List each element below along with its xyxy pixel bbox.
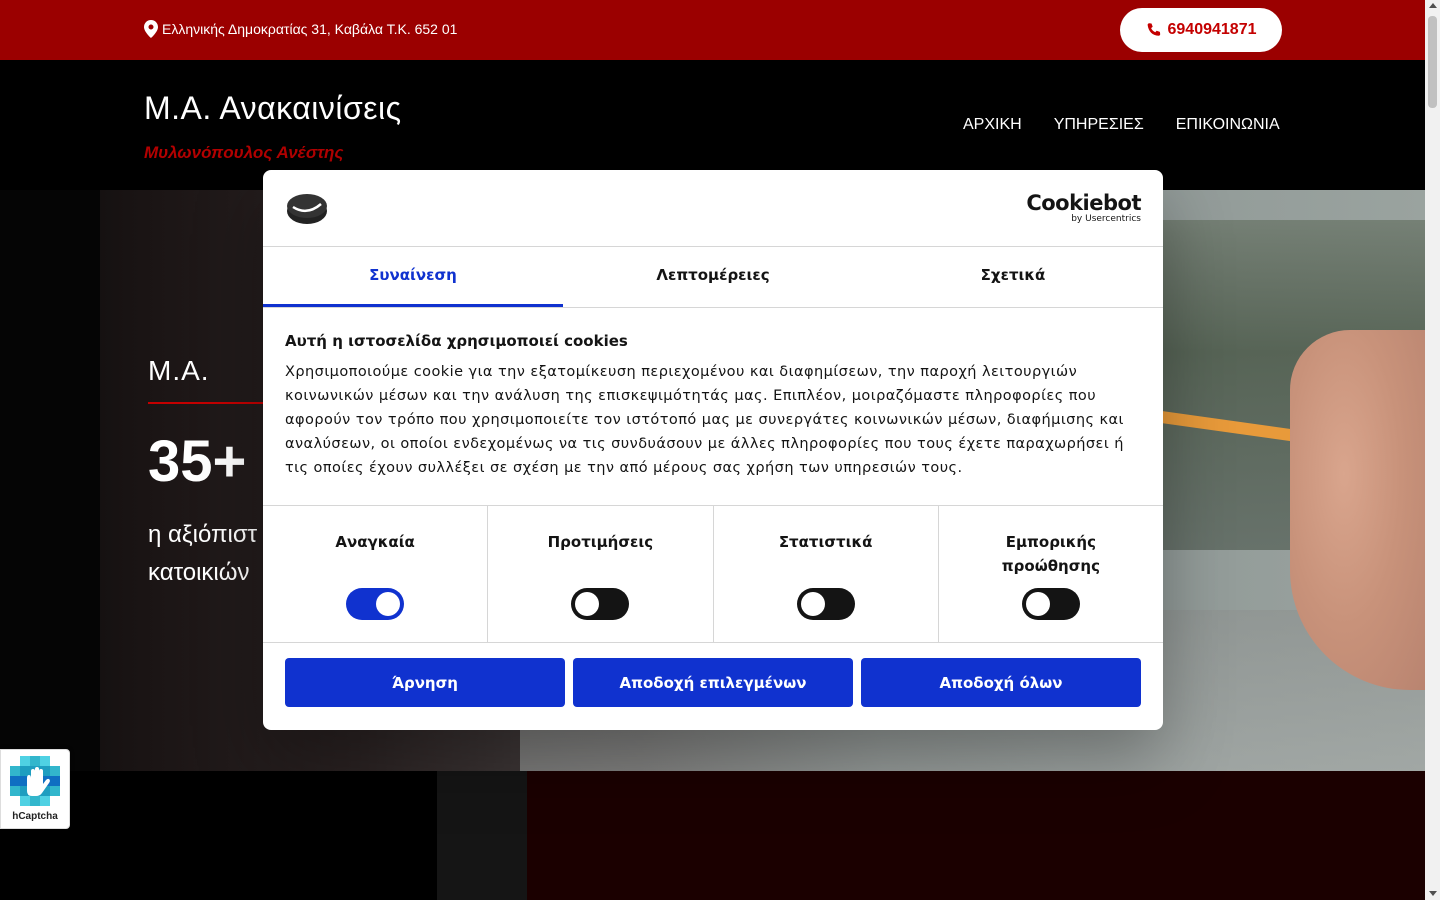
consent-title: Αυτή η ιστοσελίδα χρησιμοποιεί cookies [285, 332, 628, 350]
hand-image [1290, 330, 1425, 690]
phone-number: 6940941871 [1167, 21, 1257, 38]
category-preferences [488, 506, 713, 642]
accept-all-button[interactable]: Αποδοχή όλων [861, 658, 1141, 707]
consent-content [285, 332, 1141, 480]
cookie-consent-dialog [263, 170, 1163, 730]
consent-categories [263, 505, 1163, 643]
cookiebot-by: by Usercentrics [1071, 214, 1141, 224]
dialog-tabs [263, 247, 1163, 308]
tab-about[interactable]: Σχετικά [980, 266, 1046, 284]
nav-item-home[interactable]: ΑΡΧΙΚΗ [963, 116, 1022, 133]
next-section-panel [437, 771, 527, 900]
toggle-knob [1026, 592, 1050, 616]
tab-consent[interactable]: Συναίνεση [263, 247, 563, 307]
dialog-header [263, 170, 1163, 247]
site-logo-icon [285, 192, 329, 226]
necessary-toggle[interactable] [346, 588, 404, 620]
next-section-red-panel [527, 771, 1425, 900]
hcaptcha-badge[interactable] [0, 749, 70, 829]
phone-icon [1146, 22, 1162, 38]
nav-item-contact[interactable]: ΕΠΙΚΟΙΝΩΝΙΑ [1175, 116, 1280, 133]
toggle-knob [575, 592, 599, 616]
nav-item-services[interactable]: ΥΠΗΡΕΣΙΕΣ [1053, 116, 1144, 133]
scroll-down-icon[interactable] [1429, 891, 1437, 896]
scrollbar-thumb[interactable] [1428, 16, 1437, 108]
category-label: Προτιμήσεις [547, 533, 654, 551]
cookiebot-name: Cookiebot [1026, 191, 1141, 215]
page-scrollbar[interactable] [1425, 0, 1440, 900]
preferences-toggle[interactable] [571, 588, 629, 620]
hero-subtitle [148, 516, 268, 592]
toggle-knob [376, 592, 400, 616]
main-nav [963, 116, 1280, 134]
phone-button[interactable] [1120, 8, 1282, 52]
statistics-toggle[interactable] [797, 588, 855, 620]
location-pin-icon [144, 20, 158, 38]
hero-subtitle-line-2: κατοικιών [148, 559, 250, 586]
hero-divider [148, 402, 268, 404]
address-text: Ελληνικής Δημοκρατίας 31, Καβάλα Τ.Κ. 652 01 [162, 21, 458, 37]
category-statistics [714, 506, 939, 642]
category-label: Εμπορικής προώθησης [1001, 533, 1100, 575]
site-tagline: Μυλωνόπουλος Ανέστης [144, 143, 344, 162]
next-section [0, 771, 1425, 900]
hcaptcha-logo-icon [10, 756, 60, 806]
category-label: Στατιστικά [778, 533, 873, 551]
hero-headline: 35+ [148, 429, 247, 494]
site-brand[interactable]: Μ.Α. Ανακαινίσεις [144, 90, 402, 126]
address [144, 20, 457, 38]
deny-button[interactable]: Άρνηση [285, 658, 565, 707]
cookiebot-logo[interactable] [1026, 192, 1141, 224]
hero-eyebrow: Μ.Α. [148, 355, 210, 386]
category-necessary [263, 506, 488, 642]
toggle-knob [801, 592, 825, 616]
accept-selected-button[interactable]: Αποδοχή επιλεγμένων [573, 658, 853, 707]
marketing-toggle[interactable] [1022, 588, 1080, 620]
hero-subtitle-line-1: η αξιόπιστ [148, 521, 258, 548]
consent-buttons [285, 658, 1141, 707]
hero-shadow [0, 190, 100, 771]
category-marketing [939, 506, 1163, 642]
hcaptcha-label: hCaptcha [12, 811, 58, 822]
scroll-up-icon[interactable] [1429, 3, 1437, 8]
top-bar [0, 0, 1425, 60]
consent-text: Χρησιμοποιούμε cookie για την εξατομίκευση περιεχομένου και διαφημίσεων, την παροχή λειτουργιών κοινωνικών μέσων και την ανάλυση της επισκεψιμότητάς μας. Επιπλέον, μοιραζόμαστε πληροφορίες που αφορούν τον τρόπο που χρησιμοποιείτε τον ιστότοπό μας με συνεργάτες κοινωνικών μέσων, διαφήμισης και αναλύσεων, οι οποίοι ενδεχομένως να τις συνδυάσουν με άλλες πληροφορίες που τους έχετε παραχωρήσει ή τις οποίες έχουν συλλέξει σε σχέση με την από μέρους σας χρήση των υπηρεσιών τους. [285, 364, 1124, 476]
category-label: Αναγκαία [335, 533, 415, 551]
tab-details[interactable]: Λεπτομέρειες [656, 266, 770, 284]
